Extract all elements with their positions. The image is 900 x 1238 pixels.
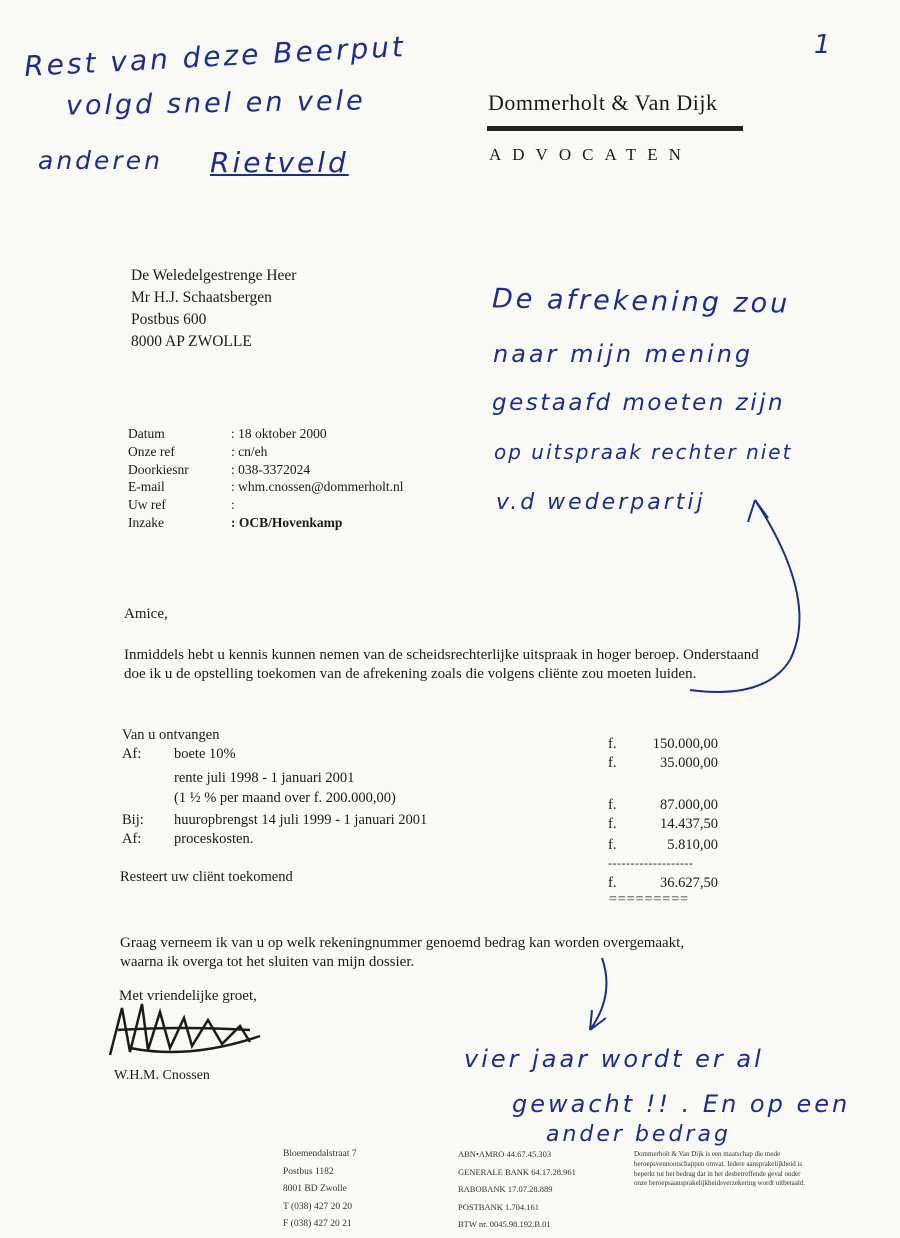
prefix-af-2: Af: — [122, 831, 142, 847]
handwritten-bottom-line-1: vier jaar wordt er al — [464, 1045, 764, 1073]
handwritten-line-3: anderen — [38, 146, 163, 175]
handwritten-note-line-2: naar mijn mening — [493, 340, 754, 368]
meta-value-datum: : 18 oktober 2000 — [231, 426, 327, 441]
recipient-line: 8000 AP ZWOLLE — [131, 333, 252, 350]
footer-address-line: F (038) 427 20 21 — [283, 1219, 352, 1229]
footer-address — [283, 1146, 357, 1234]
handwritten-note-line-1: De afrekening zou — [491, 283, 791, 320]
prefix-af: Af: — [122, 746, 142, 762]
footer-disclaimer: Dommerholt & Van Dijk is een maatschap die mede beroepsvennootschappen omvat. Iedere aansprakelijkheid is beperkt tot het bedrag dat in het desbetreffende geval onder onze beroepsaansprakelijkheidsverzekering wordt uitbetaald. — [634, 1150, 806, 1188]
currency: f. — [608, 816, 617, 832]
meta-value-uw-ref: : — [231, 497, 235, 513]
rest-label: Resteert uw cliënt toekomend — [120, 869, 293, 885]
letterhead-rule — [487, 126, 743, 131]
currency: f. — [608, 797, 617, 813]
handwritten-name: Rietveld — [210, 146, 349, 179]
amount-value: 87.000,00 — [660, 797, 718, 813]
meta-value-doorkiesnr: : 038-3372024 — [231, 461, 311, 477]
footer-bank-line: POSTBANK 1.704.161 — [458, 1201, 539, 1212]
meta-value-email: : whm.cnossen@dommerholt.nl — [231, 479, 404, 495]
annotation-arrow-down — [570, 950, 630, 1040]
paragraph-1: Inmiddels hebt u kennis kunnen nemen van de scheidsrechterlijke uitspraak in hoger beroep. Onderstaand doe ik u de opstelling toekomen van de afrekening zoals die volgens cliënte zou moeten luiden. — [124, 647, 759, 682]
footer-banks — [458, 1146, 576, 1234]
recipient-address — [131, 265, 296, 353]
meta-label-doorkiesnr: Doorkiesnr — [128, 461, 189, 477]
proces-line: proceskosten. — [174, 831, 254, 847]
received-label: Van u ontvangen — [122, 727, 220, 743]
footer-address-line: T (038) 427 20 20 — [283, 1201, 352, 1212]
amount-row — [608, 837, 718, 854]
amount-value: 5.810,00 — [667, 837, 718, 853]
currency: f. — [608, 755, 617, 771]
handwritten-note-line-5: v.d wederpartij — [496, 490, 706, 515]
total-value: 36.627,50 — [660, 875, 718, 891]
meta-label-inzake: Inzake — [128, 514, 164, 530]
meta-labels — [128, 425, 189, 532]
meta-label-onze-ref: Onze ref — [128, 443, 175, 459]
footer-bank-line: BTW nr. 0045.98.192.B.01 — [458, 1219, 551, 1229]
meta-label-email: E-mail — [128, 479, 165, 495]
amount-row — [608, 797, 718, 814]
firm-subtitle: ADVOCATEN — [489, 145, 692, 164]
meta-label-uw-ref: Uw ref — [128, 497, 166, 513]
recipient-line: De Weledelgestrenge Heer — [131, 267, 297, 284]
footer-bank-line: ABN•AMRO 44.67.45.303 — [458, 1149, 552, 1159]
currency: f. — [608, 736, 617, 752]
meta-value-onze-ref: : cn/eh — [231, 443, 268, 459]
meta-values — [231, 425, 404, 532]
currency: f. — [608, 837, 617, 853]
closing: Met vriendelijke groet, — [119, 988, 257, 1004]
footer-bank-line: RABOBANK 17.07.28.889 — [458, 1184, 553, 1194]
boete-line: boete 10% — [174, 746, 236, 762]
handwritten-note-line-3: gestaafd moeten zijn — [492, 390, 786, 416]
signer-name: W.H.M. Cnossen — [114, 1068, 210, 1083]
recipient-line: Mr H.J. Schaatsbergen — [131, 289, 272, 306]
footer-address-line: Postbus 1182 — [283, 1166, 334, 1177]
amount-value: 35.000,00 — [660, 755, 718, 771]
meta-value-inzake: : OCB/Hovenkamp — [231, 514, 343, 530]
page-number: 1 — [814, 30, 831, 60]
meta-label-datum: Datum — [128, 426, 165, 441]
rente-note: (1 ½ % per maand over f. 200.000,00) — [174, 790, 396, 806]
rente-line: rente juli 1998 - 1 januari 2001 — [174, 770, 355, 786]
huur-line: huuropbrengst 14 juli 1999 - 1 januari 2001 — [174, 812, 428, 828]
currency: f. — [608, 875, 617, 891]
recipient-line: Postbus 600 — [131, 311, 207, 328]
prefix-bij: Bij: — [122, 812, 144, 828]
paragraph-2: Graag verneem ik van u op welk rekeningnummer genoemd bedrag kan worden overgemaakt, waarna ik overga tot het sluiten van mijn dossier. — [120, 935, 685, 970]
amount-value: 150.000,00 — [652, 736, 718, 752]
handwritten-bottom-line-3: ander bedrag — [546, 1122, 731, 1147]
footer-address-line: Bloemendalstraat 7 — [283, 1149, 357, 1159]
handwritten-line-2: volgd snel en vele — [65, 85, 366, 122]
amount-value: 14.437,50 — [660, 816, 718, 832]
annotation-arrow-up — [670, 480, 820, 710]
salutation: Amice, — [124, 606, 168, 622]
handwritten-note-line-4: op uitspraak rechter niet — [494, 440, 793, 464]
signature-scribble — [100, 990, 280, 1070]
double-rule: ========= — [609, 892, 690, 907]
dash-rule: ------------------- — [608, 856, 694, 870]
footer-bank-line: GENERALE BANK 64.17.28.961 — [458, 1166, 576, 1177]
handwritten-bottom-line-2: gewacht !! . En op een — [512, 1090, 851, 1118]
firm-name: Dommerholt & Van Dijk — [488, 90, 718, 115]
handwritten-line-1: Rest van deze Beerput — [23, 30, 407, 83]
amount-row — [608, 736, 718, 753]
amount-row — [608, 816, 718, 833]
total-row — [608, 875, 718, 892]
footer-address-line: 8001 BD Zwolle — [283, 1184, 347, 1194]
amount-row — [608, 755, 718, 772]
